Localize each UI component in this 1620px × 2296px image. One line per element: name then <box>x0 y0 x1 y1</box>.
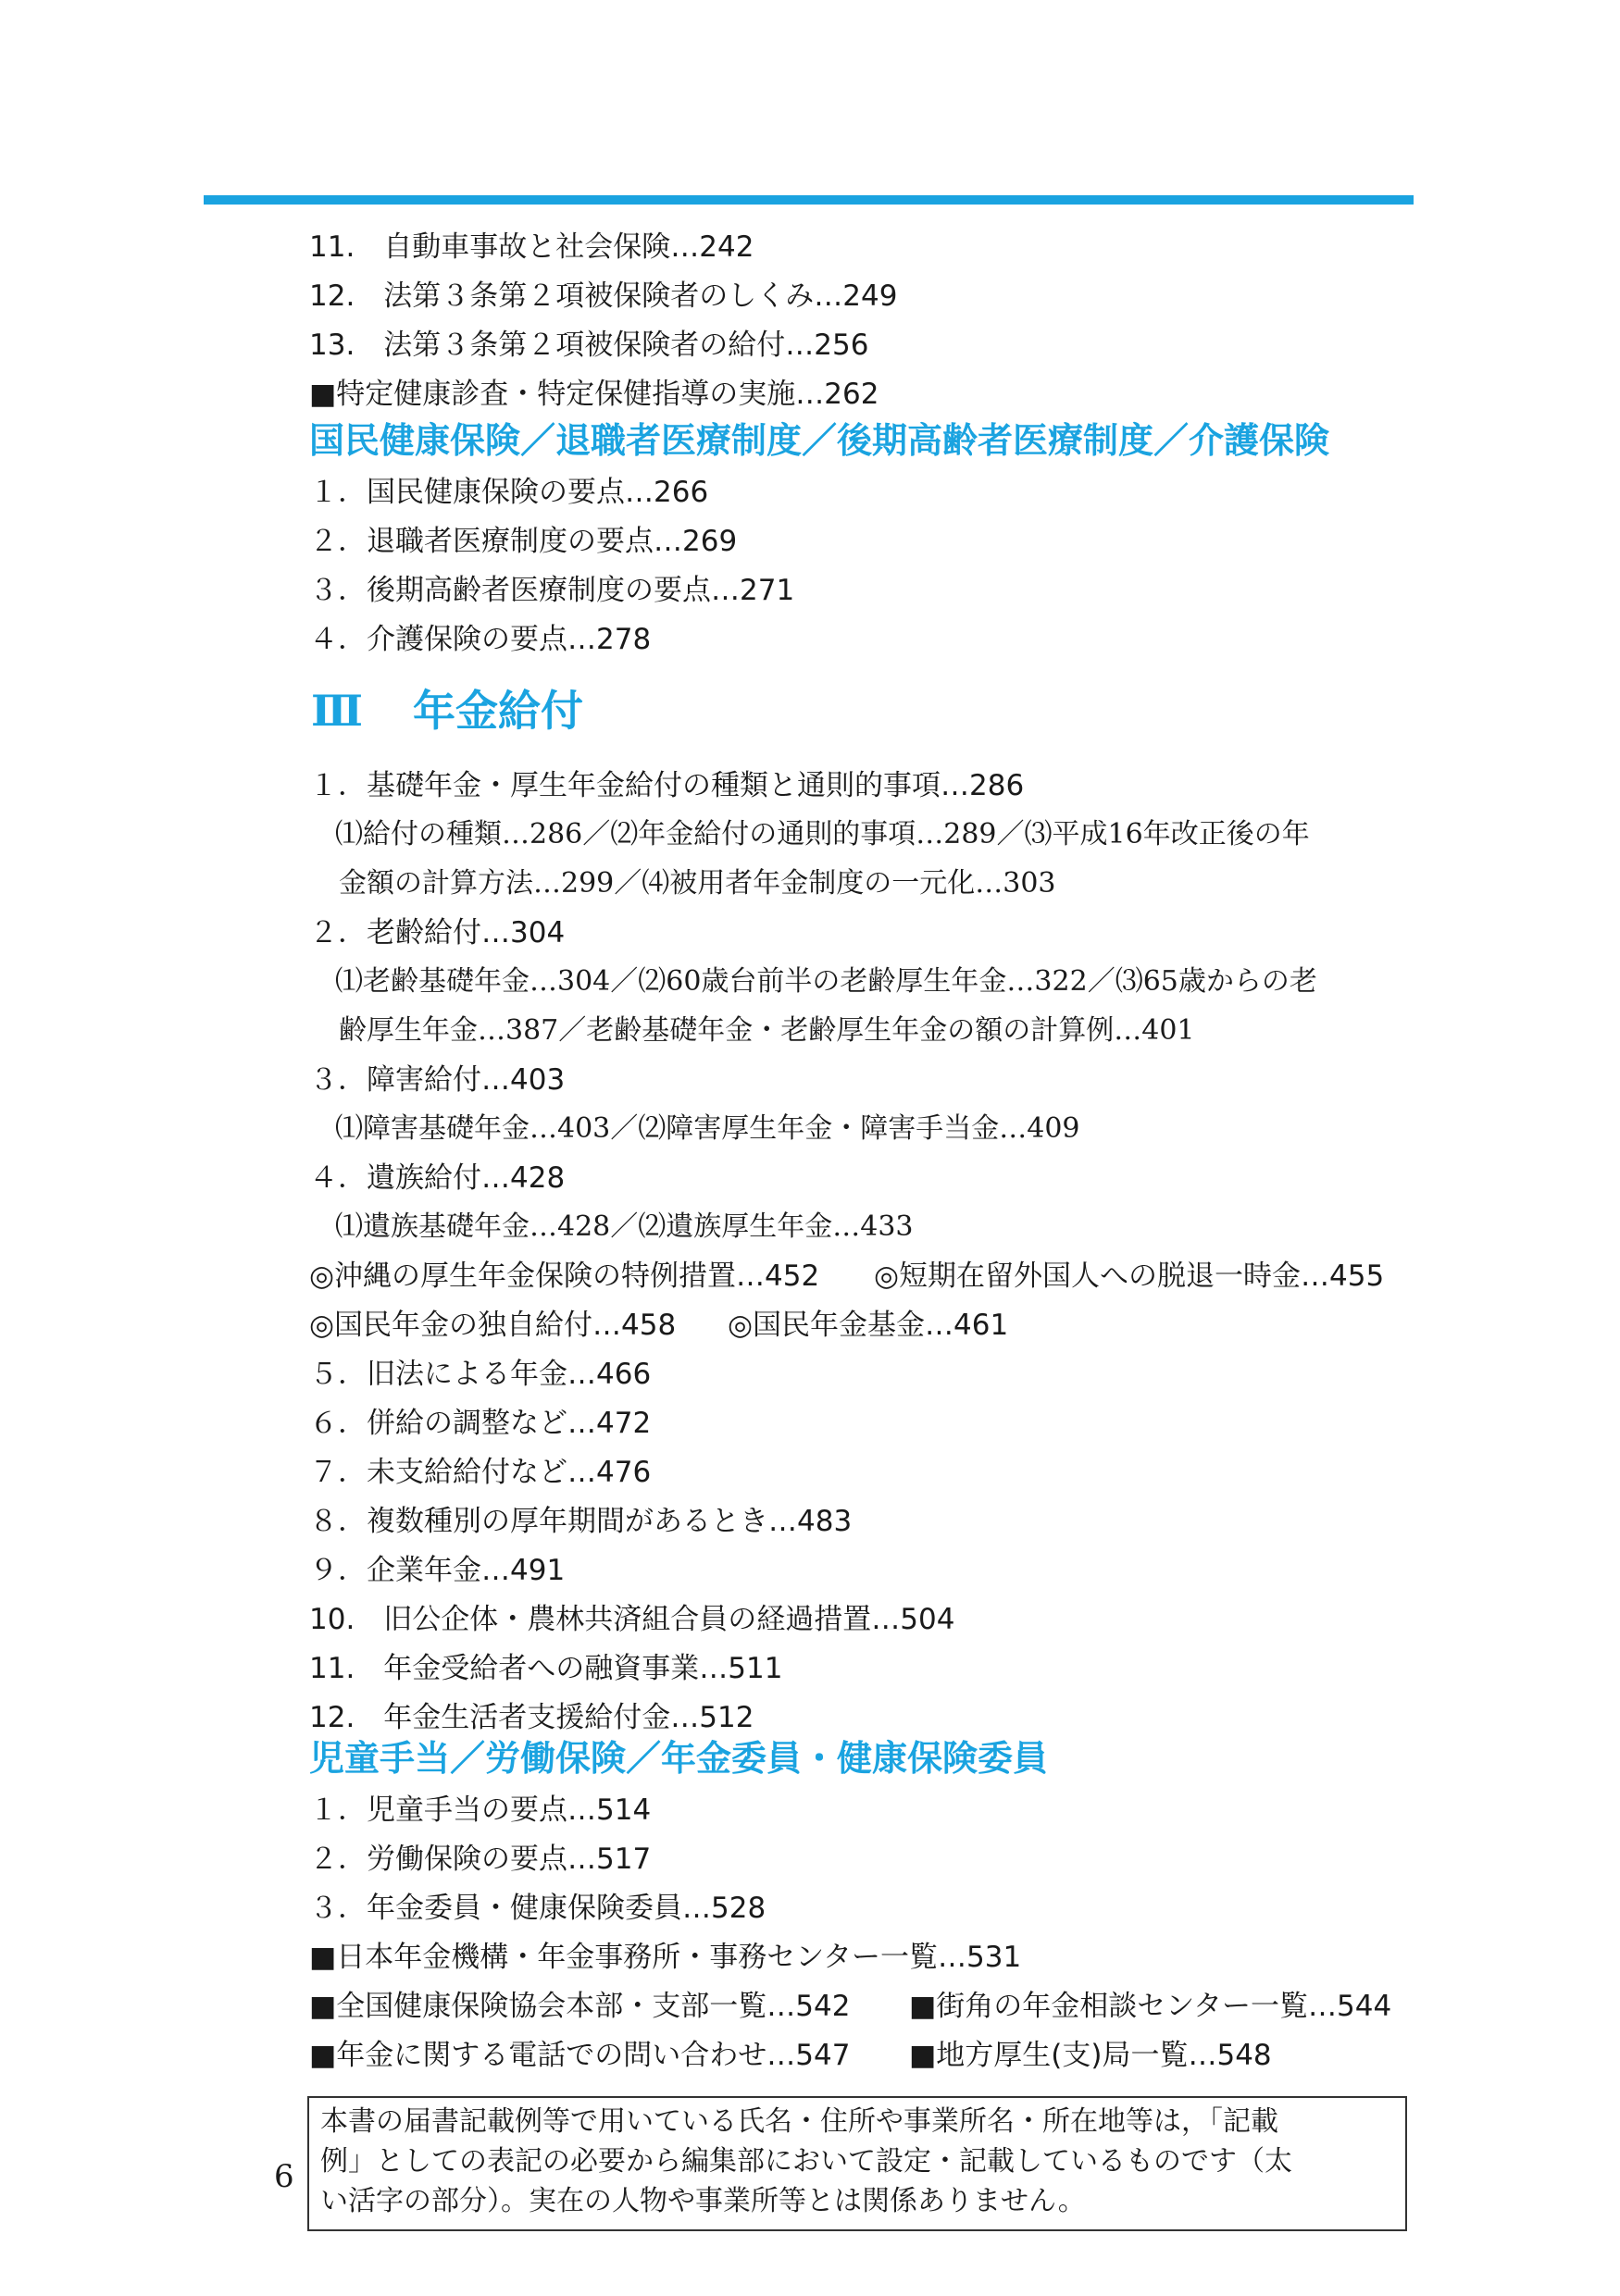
notice-line: 例」としての表記の必要から編集部において設定・記載しているものです（太 <box>320 2145 1292 2178</box>
toc-list-item: ■日本年金機構・年金事務所・事務センター一覧…531 <box>309 1941 1022 1974</box>
chapter-title: 年金給付 <box>413 686 584 736</box>
header-rule <box>204 195 1414 205</box>
toc-subitem: 齢厚生年金…387／老齢基礎年金・老齢厚生年金の額の計算例…401 <box>339 1014 1195 1047</box>
toc-item: ３．障害給付…403 <box>309 1063 566 1097</box>
toc-item: ７．未支給給付など…476 <box>309 1456 652 1489</box>
page-number: 6 <box>274 2158 294 2195</box>
toc-item: １．基礎年金・厚生年金給付の種類と通則的事項…286 <box>309 769 1025 802</box>
section-heading-child: 児童手当／労働保険／年金委員・健康保険委員 <box>309 1737 1049 1779</box>
toc-subitem: ⑴遺族基礎年金…428／⑵遺族厚生年金…433 <box>335 1210 914 1243</box>
toc-item: 10. 旧公企体・農林共済組合員の経過措置…504 <box>309 1603 955 1636</box>
toc-subitem: ⑴老齢基礎年金…304／⑵60歳台前半の老齢厚生年金…322／⑶65歳からの老 <box>335 965 1317 998</box>
toc-item: ９．企業年金…491 <box>309 1554 566 1587</box>
toc-item: １．国民健康保険の要点…266 <box>309 476 709 509</box>
toc-item: 11. 自動車事故と社会保険…242 <box>309 230 754 264</box>
chapter-roman: Ⅲ <box>311 686 364 736</box>
toc-item: ４．遺族給付…428 <box>309 1161 566 1195</box>
toc-item: ５．旧法による年金…466 <box>309 1358 652 1391</box>
toc-item: １．児童手当の要点…514 <box>309 1793 652 1827</box>
notice-box <box>307 2096 1407 2231</box>
notice-line: い活字の部分）。実在の人物や事業所等とは関係ありません。 <box>320 2185 1086 2217</box>
toc-item: ■特定健康診査・特定保健指導の実施…262 <box>309 378 879 411</box>
toc-item: ８．複数種別の厚年期間があるとき…483 <box>309 1505 853 1538</box>
toc-subitem: 金額の計算方法…299／⑷被用者年金制度の一元化…303 <box>339 867 1056 900</box>
section-heading-nhi: 国民健康保険／退職者医療制度／後期高齢者医療制度／介護保険 <box>309 419 1330 461</box>
notice-line: 本書の届書記載例等で用いている氏名・住所や事業所名・所在地等は，「記載 <box>320 2105 1278 2138</box>
toc-item: 12. 年金生活者支援給付金…512 <box>309 1701 754 1734</box>
toc-subitem: ⑴給付の種類…286／⑵年金給付の通則的事項…289／⑶平成16年改正後の年 <box>335 818 1310 850</box>
toc-item: ２．労働保険の要点…517 <box>309 1843 652 1876</box>
toc-special: ◎短期在留外国人への脱退一時金…455 <box>874 1260 1385 1293</box>
toc-item: ６．併給の調整など…472 <box>309 1407 652 1440</box>
toc-item: 11. 年金受給者への融資事業…511 <box>309 1652 783 1685</box>
toc-special: ◎沖縄の厚生年金保険の特例措置…452 <box>309 1260 820 1293</box>
toc-item: 12. 法第３条第２項被保険者のしくみ…249 <box>309 279 898 313</box>
toc-item: ２．老齢給付…304 <box>309 916 566 949</box>
toc-list-item: ■年金に関する電話での問い合わせ…547 <box>309 2039 851 2072</box>
toc-list-item: ■地方厚生(支)局一覧…548 <box>909 2039 1272 2072</box>
toc-list-item: ■街角の年金相談センター一覧…544 <box>909 1990 1392 2023</box>
toc-item: ３．年金委員・健康保険委員…528 <box>309 1892 766 1925</box>
toc-subitem: ⑴障害基礎年金…403／⑵障害厚生年金・障害手当金…409 <box>335 1112 1080 1145</box>
toc-special: ◎国民年金基金…461 <box>728 1309 1009 1342</box>
toc-item: ４．介護保険の要点…278 <box>309 623 652 656</box>
toc-list-item: ■全国健康保険協会本部・支部一覧…542 <box>309 1990 851 2023</box>
chapter-heading <box>311 685 583 737</box>
toc-item: ３．後期高齢者医療制度の要点…271 <box>309 574 795 607</box>
toc-item: 13. 法第３条第２項被保険者の給付…256 <box>309 329 869 362</box>
toc-item: ２．退職者医療制度の要点…269 <box>309 525 738 558</box>
toc-special: ◎国民年金の独自給付…458 <box>309 1309 677 1342</box>
